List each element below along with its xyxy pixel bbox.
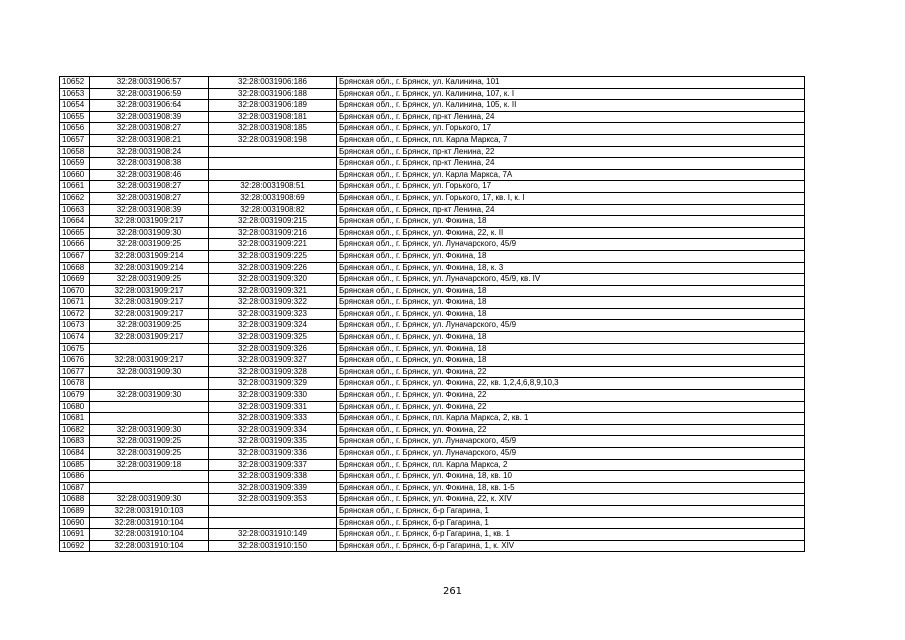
address-cell: Брянская обл., г. Брянск, пр-кт Ленина, 24 [337,111,805,123]
row-number-cell: 10674 [60,332,90,344]
address-cell: Брянская обл., г. Брянск, ул. Калинина, 105, к. II [337,100,805,112]
row-number-cell: 10683 [60,436,90,448]
address-cell: Брянская обл., г. Брянск, ул. Фокина, 22 [337,366,805,378]
parcel-cadastral-number-cell: 32:28:0031909:25 [90,239,209,251]
row-number-cell: 10658 [60,146,90,158]
address-cell: Брянская обл., г. Брянск, ул. Фокина, 18 [337,297,805,309]
row-number-cell: 10657 [60,134,90,146]
registry-table [59,76,805,552]
address-cell: Брянская обл., г. Брянск, ул. Фокина, 18, кв. 10 [337,471,805,483]
table-row [60,274,805,286]
table-row [60,332,805,344]
building-cadastral-number-cell: 32:28:0031906:189 [209,100,337,112]
address-cell: Брянская обл., г. Брянск, ул. Калинина, 101 [337,77,805,89]
parcel-cadastral-number-cell: 32:28:0031908:27 [90,181,209,193]
parcel-cadastral-number-cell: 32:28:0031909:214 [90,262,209,274]
parcel-cadastral-number-cell: 32:28:0031908:38 [90,158,209,170]
address-cell: Брянская обл., г. Брянск, ул. Карла Маркса, 7А [337,169,805,181]
building-cadastral-number-cell: 32:28:0031909:338 [209,471,337,483]
row-number-cell: 10672 [60,308,90,320]
building-cadastral-number-cell: 32:28:0031909:323 [209,308,337,320]
parcel-cadastral-number-cell: 32:28:0031909:30 [90,227,209,239]
row-number-cell: 10655 [60,111,90,123]
building-cadastral-number-cell: 32:28:0031908:185 [209,123,337,135]
row-number-cell: 10664 [60,216,90,228]
row-number-cell: 10668 [60,262,90,274]
address-cell: Брянская обл., г. Брянск, б-р Гагарина, 1, к. XIV [337,540,805,552]
address-cell: Брянская обл., г. Брянск, ул. Фокина, 18, кв. 1-5 [337,482,805,494]
building-cadastral-number-cell: 32:28:0031909:322 [209,297,337,309]
building-cadastral-number-cell: 32:28:0031909:216 [209,227,337,239]
building-cadastral-number-cell: 32:28:0031908:198 [209,134,337,146]
parcel-cadastral-number-cell: 32:28:0031910:103 [90,505,209,517]
address-cell: Брянская обл., г. Брянск, ул. Фокина, 18 [337,308,805,320]
table-row [60,505,805,517]
table-row [60,134,805,146]
table-row [60,413,805,425]
table-row [60,540,805,552]
building-cadastral-number-cell [209,146,337,158]
address-cell: Брянская обл., г. Брянск, ул. Горького, 17 [337,123,805,135]
table-row [60,343,805,355]
row-number-cell: 10670 [60,285,90,297]
row-number-cell: 10684 [60,448,90,460]
parcel-cadastral-number-cell: 32:28:0031909:25 [90,436,209,448]
building-cadastral-number-cell: 32:28:0031909:215 [209,216,337,228]
row-number-cell: 10677 [60,366,90,378]
table-row [60,169,805,181]
row-number-cell: 10656 [60,123,90,135]
table-row [60,88,805,100]
address-cell: Брянская обл., г. Брянск, б-р Гагарина, 1 [337,505,805,517]
parcel-cadastral-number-cell: 32:28:0031909:217 [90,332,209,344]
parcel-cadastral-number-cell [90,401,209,413]
address-cell: Брянская обл., г. Брянск, ул. Фокина, 18 [337,343,805,355]
address-cell: Брянская обл., г. Брянск, ул. Фокина, 22, кв. 1,2,4,6,8,9,10,3 [337,378,805,390]
table-row [60,517,805,529]
table-row [60,401,805,413]
row-number-cell: 10652 [60,77,90,89]
address-cell: Брянская обл., г. Брянск, ул. Фокина, 18 [337,250,805,262]
table-row [60,448,805,460]
table-row [60,239,805,251]
registry-body [60,77,805,552]
address-cell: Брянская обл., г. Брянск, пр-кт Ленина, 22 [337,146,805,158]
address-cell: Брянская обл., г. Брянск, ул. Фокина, 18 [337,332,805,344]
building-cadastral-number-cell [209,505,337,517]
building-cadastral-number-cell: 32:28:0031909:330 [209,390,337,402]
parcel-cadastral-number-cell [90,413,209,425]
parcel-cadastral-number-cell: 32:28:0031909:18 [90,459,209,471]
table-row [60,366,805,378]
building-cadastral-number-cell: 32:28:0031909:327 [209,355,337,367]
building-cadastral-number-cell: 32:28:0031909:328 [209,366,337,378]
row-number-cell: 10671 [60,297,90,309]
row-number-cell: 10678 [60,378,90,390]
parcel-cadastral-number-cell: 32:28:0031909:30 [90,366,209,378]
table-row [60,436,805,448]
parcel-cadastral-number-cell: 32:28:0031909:30 [90,494,209,506]
parcel-cadastral-number-cell: 32:28:0031909:25 [90,274,209,286]
row-number-cell: 10690 [60,517,90,529]
parcel-cadastral-number-cell: 32:28:0031909:217 [90,297,209,309]
parcel-cadastral-number-cell: 32:28:0031909:25 [90,448,209,460]
table-row [60,459,805,471]
parcel-cadastral-number-cell: 32:28:0031908:27 [90,192,209,204]
parcel-cadastral-number-cell: 32:28:0031910:104 [90,517,209,529]
row-number-cell: 10682 [60,424,90,436]
parcel-cadastral-number-cell [90,482,209,494]
parcel-cadastral-number-cell: 32:28:0031909:217 [90,308,209,320]
table-row [60,181,805,193]
parcel-cadastral-number-cell [90,378,209,390]
address-cell: Брянская обл., г. Брянск, б-р Гагарина, 1 [337,517,805,529]
address-cell: Брянская обл., г. Брянск, ул. Фокина, 18, к. 3 [337,262,805,274]
table-row [60,285,805,297]
address-cell: Брянская обл., г. Брянск, ул. Луначарского, 45/9 [337,239,805,251]
building-cadastral-number-cell [209,517,337,529]
building-cadastral-number-cell: 32:28:0031909:221 [209,239,337,251]
building-cadastral-number-cell: 32:28:0031909:324 [209,320,337,332]
table-row [60,355,805,367]
row-number-cell: 10667 [60,250,90,262]
parcel-cadastral-number-cell: 32:28:0031909:30 [90,390,209,402]
address-cell: Брянская обл., г. Брянск, ул. Фокина, 18 [337,355,805,367]
page-number: 261 [442,586,463,597]
row-number-cell: 10688 [60,494,90,506]
building-cadastral-number-cell [209,158,337,170]
parcel-cadastral-number-cell: 32:28:0031909:217 [90,285,209,297]
table-row [60,529,805,541]
building-cadastral-number-cell: 32:28:0031908:82 [209,204,337,216]
table-row [60,192,805,204]
row-number-cell: 10692 [60,540,90,552]
row-number-cell: 10653 [60,88,90,100]
parcel-cadastral-number-cell: 32:28:0031906:57 [90,77,209,89]
row-number-cell: 10654 [60,100,90,112]
table-row [60,216,805,228]
building-cadastral-number-cell: 32:28:0031909:334 [209,424,337,436]
address-cell: Брянская обл., г. Брянск, ул. Луначарского, 45/9 [337,448,805,460]
table-row [60,308,805,320]
address-cell: Брянская обл., г. Брянск, ул. Калинина, 107, к. I [337,88,805,100]
parcel-cadastral-number-cell: 32:28:0031908:21 [90,134,209,146]
row-number-cell: 10665 [60,227,90,239]
parcel-cadastral-number-cell [90,343,209,355]
row-number-cell: 10659 [60,158,90,170]
row-number-cell: 10661 [60,181,90,193]
parcel-cadastral-number-cell: 32:28:0031909:217 [90,216,209,228]
address-cell: Брянская обл., г. Брянск, ул. Горького, 17 [337,181,805,193]
parcel-cadastral-number-cell: 32:28:0031908:39 [90,204,209,216]
address-cell: Брянская обл., г. Брянск, ул. Луначарского, 45/9 [337,436,805,448]
row-number-cell: 10666 [60,239,90,251]
building-cadastral-number-cell: 32:28:0031906:188 [209,88,337,100]
row-number-cell: 10691 [60,529,90,541]
table-row [60,390,805,402]
parcel-cadastral-number-cell: 32:28:0031906:59 [90,88,209,100]
table-row [60,77,805,89]
table-row [60,424,805,436]
table-row [60,111,805,123]
address-cell: Брянская обл., г. Брянск, ул. Фокина, 18 [337,216,805,228]
parcel-cadastral-number-cell: 32:28:0031909:30 [90,424,209,436]
row-number-cell: 10662 [60,192,90,204]
row-number-cell: 10679 [60,390,90,402]
building-cadastral-number-cell: 32:28:0031909:331 [209,401,337,413]
parcel-cadastral-number-cell: 32:28:0031910:104 [90,529,209,541]
building-cadastral-number-cell: 32:28:0031908:51 [209,181,337,193]
building-cadastral-number-cell: 32:28:0031909:353 [209,494,337,506]
building-cadastral-number-cell: 32:28:0031909:337 [209,459,337,471]
building-cadastral-number-cell: 32:28:0031908:181 [209,111,337,123]
address-cell: Брянская обл., г. Брянск, ул. Фокина, 18 [337,285,805,297]
table-row [60,262,805,274]
parcel-cadastral-number-cell: 32:28:0031909:214 [90,250,209,262]
address-cell: Брянская обл., г. Брянск, ул. Фокина, 22, к. II [337,227,805,239]
parcel-cadastral-number-cell: 32:28:0031910:104 [90,540,209,552]
address-cell: Брянская обл., г. Брянск, ул. Фокина, 22 [337,424,805,436]
table-row [60,471,805,483]
parcel-cadastral-number-cell: 32:28:0031909:25 [90,320,209,332]
address-cell: Брянская обл., г. Брянск, пл. Карла Маркса, 7 [337,134,805,146]
parcel-cadastral-number-cell: 32:28:0031908:27 [90,123,209,135]
row-number-cell: 10676 [60,355,90,367]
building-cadastral-number-cell: 32:28:0031909:225 [209,250,337,262]
address-cell: Брянская обл., г. Брянск, ул. Луначарского, 45/9 [337,320,805,332]
address-cell: Брянская обл., г. Брянск, ул. Луначарского, 45/9, кв. IV [337,274,805,286]
table-row [60,158,805,170]
table-row [60,146,805,158]
row-number-cell: 10689 [60,505,90,517]
row-number-cell: 10673 [60,320,90,332]
building-cadastral-number-cell: 32:28:0031909:321 [209,285,337,297]
address-cell: Брянская обл., г. Брянск, б-р Гагарина, 1, кв. 1 [337,529,805,541]
table-row [60,297,805,309]
row-number-cell: 10675 [60,343,90,355]
address-cell: Брянская обл., г. Брянск, пл. Карла Маркса, 2, кв. 1 [337,413,805,425]
building-cadastral-number-cell: 32:28:0031909:329 [209,378,337,390]
table-row [60,250,805,262]
row-number-cell: 10680 [60,401,90,413]
building-cadastral-number-cell: 32:28:0031909:226 [209,262,337,274]
row-number-cell: 10685 [60,459,90,471]
parcel-cadastral-number-cell: 32:28:0031909:217 [90,355,209,367]
table-row [60,123,805,135]
address-cell: Брянская обл., г. Брянск, пр-кт Ленина, 24 [337,158,805,170]
row-number-cell: 10687 [60,482,90,494]
parcel-cadastral-number-cell [90,471,209,483]
building-cadastral-number-cell: 32:28:0031909:326 [209,343,337,355]
table-row [60,494,805,506]
building-cadastral-number-cell: 32:28:0031908:69 [209,192,337,204]
table-row [60,320,805,332]
building-cadastral-number-cell: 32:28:0031910:149 [209,529,337,541]
table-row [60,204,805,216]
building-cadastral-number-cell: 32:28:0031909:325 [209,332,337,344]
row-number-cell: 10686 [60,471,90,483]
building-cadastral-number-cell: 32:28:0031906:186 [209,77,337,89]
address-cell: Брянская обл., г. Брянск, пл. Карла Маркса, 2 [337,459,805,471]
row-number-cell: 10669 [60,274,90,286]
address-cell: Брянская обл., г. Брянск, ул. Горького, 17, кв. I, к. I [337,192,805,204]
address-cell: Брянская обл., г. Брянск, ул. Фокина, 22 [337,390,805,402]
table-row [60,482,805,494]
parcel-cadastral-number-cell: 32:28:0031908:46 [90,169,209,181]
row-number-cell: 10663 [60,204,90,216]
building-cadastral-number-cell: 32:28:0031909:335 [209,436,337,448]
parcel-cadastral-number-cell: 32:28:0031908:24 [90,146,209,158]
parcel-cadastral-number-cell: 32:28:0031906:64 [90,100,209,112]
parcel-cadastral-number-cell: 32:28:0031908:39 [90,111,209,123]
building-cadastral-number-cell: 32:28:0031909:333 [209,413,337,425]
building-cadastral-number-cell [209,169,337,181]
building-cadastral-number-cell: 32:28:0031909:339 [209,482,337,494]
address-cell: Брянская обл., г. Брянск, пр-кт Ленина, 24 [337,204,805,216]
building-cadastral-number-cell: 32:28:0031910:150 [209,540,337,552]
row-number-cell: 10660 [60,169,90,181]
building-cadastral-number-cell: 32:28:0031909:336 [209,448,337,460]
table-row [60,100,805,112]
table-row [60,378,805,390]
row-number-cell: 10681 [60,413,90,425]
address-cell: Брянская обл., г. Брянск, ул. Фокина, 22, к. XIV [337,494,805,506]
table-row [60,227,805,239]
address-cell: Брянская обл., г. Брянск, ул. Фокина, 22 [337,401,805,413]
building-cadastral-number-cell: 32:28:0031909:320 [209,274,337,286]
